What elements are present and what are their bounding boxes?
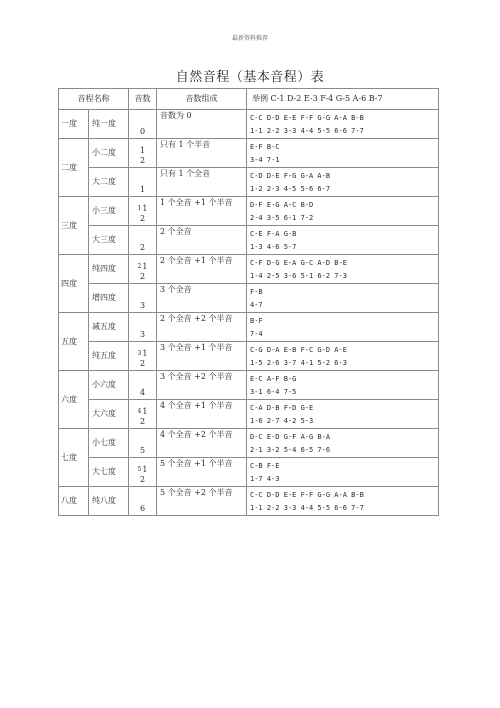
example-numbered-notation: 3-4 7-1: [250, 156, 280, 164]
semitone-value: 5: [139, 446, 146, 455]
interval-examples: [247, 458, 439, 487]
semitone-value: 6: [139, 504, 146, 513]
semitone-whole-part: 5: [137, 466, 142, 473]
semitone-value: 1 2: [139, 146, 146, 165]
interval-semitone-count: [129, 400, 157, 429]
interval-semitone-count: [129, 139, 157, 168]
interval-composition: 只有 1 个半音: [157, 139, 247, 168]
interval-name: 增四度: [89, 284, 129, 313]
interval-composition: 4 个全音 +2 个半音: [157, 429, 247, 458]
interval-name: 大六度: [89, 400, 129, 429]
table-row: [59, 197, 439, 226]
interval-composition: 音数为 0: [157, 110, 247, 139]
semitone-value: 2: [139, 243, 146, 252]
interval-name: 大三度: [89, 226, 129, 255]
table-row: [59, 400, 439, 429]
interval-name: 小七度: [89, 429, 129, 458]
interval-name: 纯八度: [89, 487, 129, 516]
interval-semitone-count: [129, 313, 157, 342]
example-letter-names: E-F B-C: [250, 143, 280, 151]
interval-semitone-count: [129, 110, 157, 139]
semitone-value: 1 2: [139, 349, 148, 368]
table-row: [59, 139, 439, 168]
interval-composition: 3 个全音 +2 个半音: [157, 371, 247, 400]
example-letter-names: E-C A-F B-G: [250, 375, 297, 383]
semitone-value: 1 2: [139, 204, 148, 223]
example-numbered-notation: 1-1 2-2 3-3 4-4 5-5 6-6 7-7: [250, 127, 364, 135]
interval-group-label: 五度: [59, 313, 89, 371]
example-numbered-notation: 1-4 2-5 3-6 5-1 6-2 7-3: [250, 272, 347, 280]
example-letter-names: C-C D-D E-E F-F G-G A-A B-B: [250, 114, 364, 122]
interval-composition: 只有 1 个全音: [157, 168, 247, 197]
table-row: [59, 487, 439, 516]
table-row: [59, 226, 439, 255]
interval-examples: [247, 255, 439, 284]
example-numbered-notation: 1-5 2-6 3-7 4-1 5-2 6-3: [250, 359, 347, 367]
interval-composition: 2 个全音: [157, 226, 247, 255]
table-row: [59, 458, 439, 487]
semitone-value: 3: [139, 330, 146, 339]
interval-semitone-count: [129, 284, 157, 313]
interval-semitone-count: [129, 371, 157, 400]
interval-semitone-count: [129, 255, 157, 284]
interval-semitone-count: [129, 168, 157, 197]
example-letter-names: B-F: [250, 317, 263, 325]
page-title: 自然音程（基本音程）表: [175, 70, 325, 85]
interval-examples: [247, 284, 439, 313]
interval-semitone-count: [129, 458, 157, 487]
interval-group-label: 六度: [59, 371, 89, 429]
interval-examples: [247, 139, 439, 168]
example-numbered-notation: 1-7 4-3: [250, 475, 280, 483]
interval-examples: [247, 487, 439, 516]
table-row: [59, 429, 439, 458]
interval-semitone-count: [129, 429, 157, 458]
table-header-row: [59, 89, 439, 110]
interval-examples: [247, 197, 439, 226]
semitone-value: 1: [139, 185, 146, 194]
example-letter-names: C-B F-E: [250, 462, 280, 470]
interval-group-label: 七度: [59, 429, 89, 487]
interval-composition: 4 个全音 +1 个半音: [157, 400, 247, 429]
semitone-whole-part: 3: [137, 350, 142, 357]
interval-table: [58, 88, 439, 516]
column-header-example: 举例 C-1 D-2 E-3 F-4 G-5 A-6 B-7: [247, 89, 439, 110]
interval-composition: 2 个全音 +2 个半音: [157, 313, 247, 342]
example-numbered-notation: 4-7: [250, 301, 263, 309]
interval-examples: [247, 429, 439, 458]
table-body: [59, 110, 439, 516]
example-letter-names: C-F D-G E-A G-C A-D B-E: [250, 259, 347, 267]
interval-composition: 5 个全音 +1 个半音: [157, 458, 247, 487]
example-numbered-notation: 1-2 2-3 4-5 5-6 6-7: [250, 185, 331, 193]
interval-semitone-count: [129, 487, 157, 516]
interval-group-label: 一度: [59, 110, 89, 139]
semitone-value: 0: [139, 127, 146, 136]
interval-semitone-count: [129, 226, 157, 255]
interval-group-label: 三度: [59, 197, 89, 255]
example-letter-names: D-F E-G A-C B-D: [250, 201, 314, 209]
table-row: [59, 313, 439, 342]
interval-composition: 2 个全音 +1 个半音: [157, 255, 247, 284]
table-row: [59, 284, 439, 313]
semitone-value: 1 2: [139, 407, 148, 426]
semitone-value: 1 2: [139, 262, 148, 281]
table-row: [59, 168, 439, 197]
example-numbered-notation: 1-1 2-2 3-3 4-4 5-5 6-6 7-7: [250, 504, 364, 512]
interval-name: 小二度: [89, 139, 129, 168]
interval-examples: [247, 342, 439, 371]
interval-composition: 1 个全音 +1 个半音: [157, 197, 247, 226]
example-numbered-notation: 2-1 3-2 5-4 6-5 7-6: [250, 446, 331, 454]
table-row: [59, 255, 439, 284]
interval-examples: [247, 110, 439, 139]
interval-examples: [247, 168, 439, 197]
interval-semitone-count: [129, 197, 157, 226]
semitone-value: 1 2: [139, 465, 148, 484]
example-letter-names: D-C E-D G-F A-G B-A: [250, 433, 331, 441]
interval-name: 纯五度: [89, 342, 129, 371]
interval-group-label: 二度: [59, 139, 89, 197]
column-header-num: 音数: [129, 89, 157, 110]
semitone-whole-part: 4: [137, 408, 142, 415]
interval-name: 小三度: [89, 197, 129, 226]
column-header-name: 音程名称: [59, 89, 129, 110]
table-row: [59, 110, 439, 139]
example-numbered-notation: 3-1 6-4 7-5: [250, 388, 297, 396]
interval-examples: [247, 400, 439, 429]
interval-composition: 3 个全音: [157, 284, 247, 313]
example-letter-names: C-D D-E F-G G-A A-B: [250, 172, 331, 180]
interval-name: 纯一度: [89, 110, 129, 139]
interval-name: 大七度: [89, 458, 129, 487]
semitone-value: 4: [139, 388, 146, 397]
table-row: [59, 342, 439, 371]
interval-group-label: 四度: [59, 255, 89, 313]
header-note: 最新资料推荐: [231, 35, 268, 42]
interval-examples: [247, 226, 439, 255]
example-letter-names: C-C D-D E-E F-F G-G A-A B-B: [250, 491, 364, 499]
interval-composition: 5 个全音 +2 个半音: [157, 487, 247, 516]
table-row: [59, 371, 439, 400]
semitone-whole-part: 2: [137, 263, 142, 270]
semitone-whole-part: 1: [137, 205, 142, 212]
interval-examples: [247, 371, 439, 400]
example-letter-names: C-G D-A E-B F-C G-D A-E: [250, 346, 347, 354]
column-header-desc: 音数组成: [157, 89, 247, 110]
interval-name: 大二度: [89, 168, 129, 197]
interval-group-label: 八度: [59, 487, 89, 516]
example-numbered-notation: 2-4 3-5 6-1 7-2: [250, 214, 314, 222]
example-letter-names: F-B: [250, 288, 263, 296]
interval-name: 小六度: [89, 371, 129, 400]
example-letter-names: C-E F-A G-B: [250, 230, 297, 238]
interval-examples: [247, 313, 439, 342]
example-letter-names: C-A D-B F-D G-E: [250, 404, 314, 412]
example-numbered-notation: 1-3 4-6 5-7: [250, 243, 297, 251]
interval-semitone-count: [129, 342, 157, 371]
interval-name: 减五度: [89, 313, 129, 342]
example-numbered-notation: 1-6 2-7 4-2 5-3: [250, 417, 314, 425]
example-numbered-notation: 7-4: [250, 330, 263, 338]
interval-name: 纯四度: [89, 255, 129, 284]
interval-composition: 3 个全音 +1 个半音: [157, 342, 247, 371]
semitone-value: 3: [139, 301, 146, 310]
